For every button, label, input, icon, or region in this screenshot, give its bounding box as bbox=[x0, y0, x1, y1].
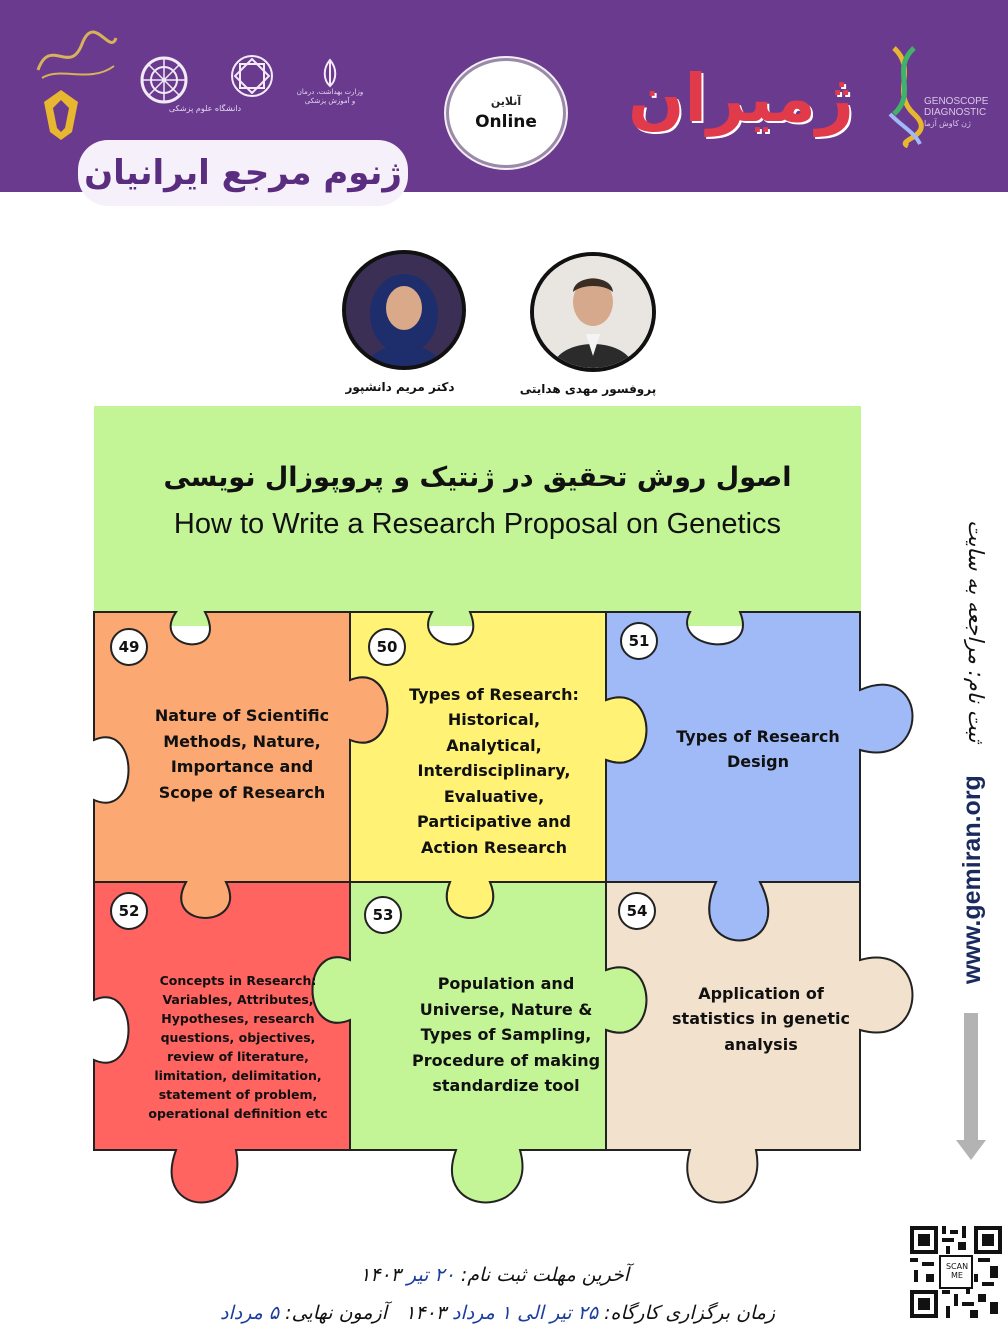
university-logo-text: دانشگاه علوم پزشکی bbox=[168, 104, 242, 113]
module-line: operational definition etc bbox=[148, 1106, 328, 1121]
down-arrow-icon bbox=[956, 1140, 986, 1160]
module-line: Design bbox=[727, 752, 789, 771]
slogan: ژنوم مرجع ایرانیان bbox=[78, 140, 408, 206]
speaker-name-hedayati: پروفسور مهدی هدایتی bbox=[519, 382, 657, 396]
online-badge-fa: آنلاین bbox=[490, 94, 522, 108]
exam-label: آزمون نهایی: bbox=[285, 1302, 387, 1324]
module-line: Types of Sampling, bbox=[420, 1025, 592, 1045]
module-text-52 bbox=[140, 970, 336, 1124]
qr-label: SCAN ME bbox=[945, 1262, 969, 1280]
module-line: limitation, delimitation, bbox=[154, 1068, 322, 1083]
module-line: Participative and bbox=[417, 812, 571, 832]
workshop-label: زمان برگزاری کارگاه: bbox=[604, 1302, 776, 1324]
module-line: Importance and bbox=[170, 757, 314, 776]
brand-sub-en-2: DIAGNOSTIC bbox=[924, 107, 987, 118]
module-line: Population and bbox=[437, 974, 575, 994]
module-line: Concepts in Research: bbox=[159, 973, 317, 988]
down-arrow-shaft bbox=[964, 1013, 978, 1143]
deadline-line bbox=[360, 1264, 629, 1286]
brand-name: ژمیران bbox=[628, 60, 854, 137]
module-number-52: 52 bbox=[110, 892, 148, 930]
module-line: Hypotheses, research bbox=[161, 1011, 315, 1026]
module-line: Types of Research bbox=[676, 726, 840, 746]
module-line: Types of Research: bbox=[409, 684, 579, 704]
module-line: standardize tool bbox=[432, 1076, 580, 1096]
module-number-54: 54 bbox=[618, 892, 656, 930]
module-line: statistics in genetic bbox=[672, 1009, 850, 1029]
module-line: Universe, Nature & bbox=[419, 999, 593, 1019]
module-line: Variables, Attributes, bbox=[162, 992, 314, 1007]
workshop-year: ۱۴۰۳ bbox=[405, 1302, 446, 1324]
module-text-50 bbox=[396, 680, 592, 862]
module-line: Nature of Scientific bbox=[154, 706, 330, 725]
module-number-49: 49 bbox=[110, 628, 148, 666]
registration-label: ثبت نام: مراجعه به سایت bbox=[964, 520, 988, 743]
module-number-51: 51 bbox=[620, 622, 658, 660]
module-line: Procedure of making bbox=[411, 1050, 601, 1070]
module-text-51 bbox=[666, 722, 850, 776]
deadline-year: ۱۴۰۳ bbox=[360, 1264, 401, 1286]
module-line: statement of problem, bbox=[158, 1087, 318, 1102]
module-text-49 bbox=[140, 702, 344, 806]
module-line: questions, objectives, bbox=[160, 1030, 316, 1045]
online-badge-en: Online bbox=[475, 111, 537, 132]
module-line: Interdisciplinary, bbox=[417, 761, 571, 781]
module-line: Historical, bbox=[447, 710, 541, 730]
deadline-label: آخرین مهلت ثبت نام: bbox=[460, 1264, 630, 1286]
brand-sub-fa: ژن کاوش آزما bbox=[924, 119, 971, 128]
schedule-line bbox=[220, 1302, 775, 1324]
module-line: Evaluative, bbox=[443, 786, 545, 806]
module-line: Application of bbox=[698, 983, 824, 1003]
registration-url[interactable]: www.gemiran.org bbox=[958, 775, 986, 984]
qr-code[interactable] bbox=[910, 1226, 1002, 1318]
module-line: Action Research bbox=[420, 837, 568, 857]
deadline-date: ۲۰ تیر bbox=[406, 1264, 455, 1286]
title-fa: اصول روش تحقیق در ژنتیک و پروپوزال نویسی bbox=[163, 462, 792, 493]
ministry-logo-text: وزارت بهداشت، درمان و آموزش پزشکی bbox=[296, 88, 364, 105]
module-number-50: 50 bbox=[368, 628, 406, 666]
module-line: analysis bbox=[724, 1034, 798, 1054]
module-text-54 bbox=[666, 980, 856, 1058]
module-line: Methods, Nature, bbox=[163, 731, 321, 751]
module-line: Analytical, bbox=[446, 735, 542, 755]
workshop-date: ۲۵ تیر الی ۱ مرداد bbox=[451, 1302, 599, 1324]
title-en: How to Write a Research Proposal on Genetics bbox=[173, 508, 782, 540]
module-number-53: 53 bbox=[364, 896, 402, 934]
speaker-name-daneshpour: دکتر مریم دانشپور bbox=[345, 380, 455, 394]
exam-date: ۵ مرداد bbox=[220, 1302, 280, 1324]
module-line: Scope of Research bbox=[158, 782, 326, 802]
module-line: review of literature, bbox=[167, 1049, 309, 1064]
module-text-53 bbox=[406, 970, 606, 1100]
brand-sub-en-1: GENOSCOPE bbox=[924, 96, 989, 107]
